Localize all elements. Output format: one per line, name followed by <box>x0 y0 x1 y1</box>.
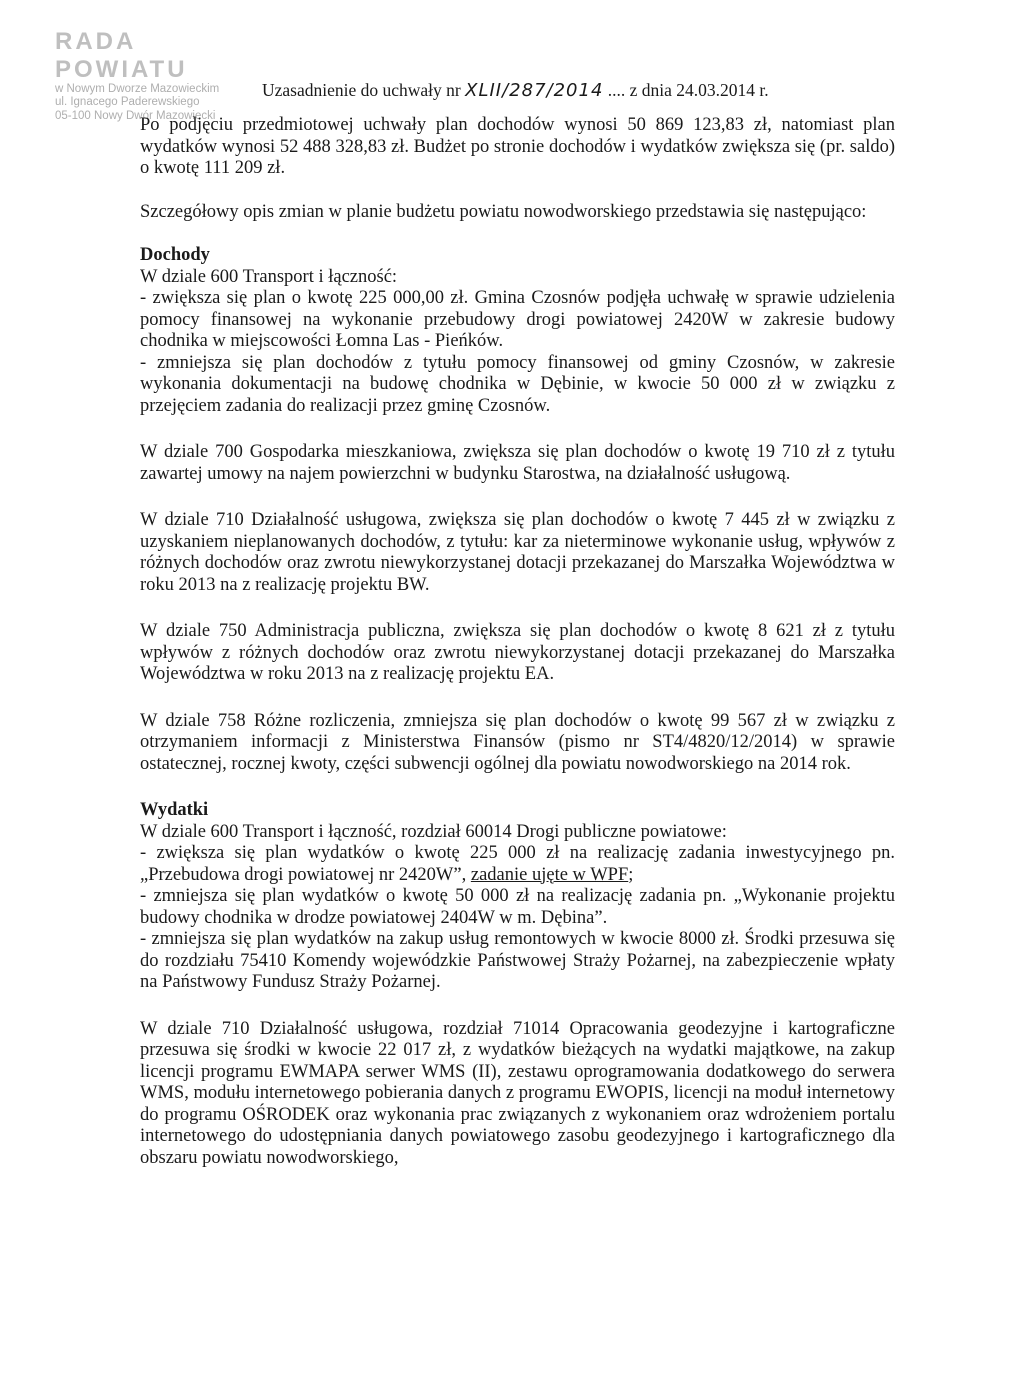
header-date: z dnia 24.03.2014 r. <box>629 80 769 100</box>
document-body <box>140 115 895 1169</box>
income-600-increase: - zwiększa się plan o kwotę 225 000,00 zł. Gmina Czosnów podjęła uchwałę w sprawie udzielenia pomocy finansowej na wykonanie przebudowy drogi powiatowej 2420W w zakresie budowy chodnika w miejscowości Łomna Las - Pieńków. <box>140 288 895 351</box>
income-710: W dziale 710 Działalność usługowa, zwiększa się plan dochodów o kwotę 7 445 zł w związku z uzyskaniem nieplanowanych dochodów, z tytułu: kar za nieterminowe wykonanie usług, wpływów z różnych dochodów oraz zwrotu niewykorzystanej dotacji przekazanej do Marszałka Województwa w roku 2013 na z realizację projektu BW. <box>140 510 895 595</box>
description-paragraph: Szczegółowy opis zmian w planie budżetu powiatu nowodworskiego przedstawia się następująco: <box>140 201 867 222</box>
income-600-title: W dziale 600 Transport i łączność: <box>140 266 398 287</box>
income-700: W dziale 700 Gospodarka mieszkaniowa, zwiększa się plan dochodów o kwotę 19 710 zł z tytułu zawartej umowy na najem powierzchni w budynku Starostwa, na działalność usługową. <box>140 442 895 484</box>
expense-600-title: W dziale 600 Transport i łączność, rozdział 60014 Drogi publiczne powiatowe: <box>140 821 727 842</box>
intro-paragraph: Po podjęciu przedmiotowej uchwały plan dochodów wynosi 50 869 123,83 zł, natomiast plan wydatków wynosi 52 488 328,83 zł. Budżet po stronie dochodów i wydatków zwiększa się (pr. saldo) o kwotę 111 209 zł. <box>140 115 895 178</box>
stamp-line: 05-100 Nowy Dwór Mazowiecki <box>55 109 216 122</box>
wpf-note: zadanie ujęte w WPF <box>470 864 629 885</box>
income-758: W dziale 758 Różne rozliczenia, zmniejsza się plan dochodów o kwotę 99 567 zł w związku z otrzymaniem informacji z Ministerstwa Finansów (pismo nr ST4/4820/12/2014) w sprawie ostatecznej, rocznej kwoty, części subwencji ogólnej dla powiatu nowodworskiego na 2014 rok. <box>140 710 895 774</box>
section-heading-dochody: Dochody <box>140 245 210 265</box>
expense-600-decrease: - zmniejsza się plan wydatków o kwotę 50 000 zł na realizację zadania pn. „Wykonanie projektu budowy chodnika w drodze powiatowej 2404W w m. Dębina”. <box>140 886 895 928</box>
income-600-decrease: - zmniejsza się plan dochodów z tytułu pomocy finansowej od gminy Czosnów, w zakresie wykonania dokumentacji na budowę chodnika w Dębinie, w kwocie 50 000 zł w związku z przejęciem zadania do realizacji przez gminę Czosnów. <box>140 352 895 416</box>
stamp-org: RADA POWIATU <box>55 28 188 83</box>
section-heading-wydatki: Wydatki <box>140 800 209 820</box>
expense-600-increase: - zwiększa się plan wydatków o kwotę 225 000 zł na realizację zadania inwestycyjnego pn. „Przebudowa drogi powiatowej nr 2420W”, zadanie ujęte w WPF; <box>140 843 895 885</box>
expense-600-repairs: - zmniejsza się plan wydatków na zakup usług remontowych w kwocie 8000 zł. Środki przesuwa się do rozdziału 75410 Komendy wojewódzkie Państwowej Straży Pożarnej, na zabezpieczenie wpłaty na Państwowy Fundusz Straży Pożarnej. <box>140 929 895 992</box>
stamp-line: w Nowym Dworze Mazowieckim <box>55 83 220 96</box>
income-750: W dziale 750 Administracja publiczna, zwiększa się plan dochodów o kwotę 8 621 zł z tytułu wpływów z różnych dochodów oraz zwrotu niewykorzystanej dotacji przekazanej do Marszałka Województwa w roku 2013 na z realizację projektu EA. <box>140 621 895 684</box>
expense-710: W dziale 710 Działalność usługowa, rozdział 71014 Opracowania geodezyjne i kartograficzne przesuwa się środki w kwocie 22 017 zł, z wydatków bieżących na wydatki majątkowe, na zakup licencji programu EWMAPA serwer WMS (II), zestawu oprogramowania dodatkowego do serwera WMS, modułu internetowego pobierania danych z programu EWOPIS, licencji na moduł internetowy do programu OŚRODEK oraz wykonania prac związanych z wykonaniem oraz wdrożeniem portalu internetowego do udostępniania danych powiatowego zasobu geodezyjnego i kartograficznego dla obszaru powiatu nowodworskiego, <box>140 1018 895 1168</box>
resolution-number-handwritten: XLII/287/2014 <box>465 80 604 101</box>
document-header: Uzasadnienie do uchwały nr XLII/287/2014 .... z dnia 24.03.2014 r. <box>262 80 769 101</box>
header-prefix: Uzasadnienie do uchwały nr <box>262 80 461 100</box>
stamp-line: ul. Ignacego Paderewskiego <box>55 96 200 109</box>
council-stamp <box>55 28 265 123</box>
